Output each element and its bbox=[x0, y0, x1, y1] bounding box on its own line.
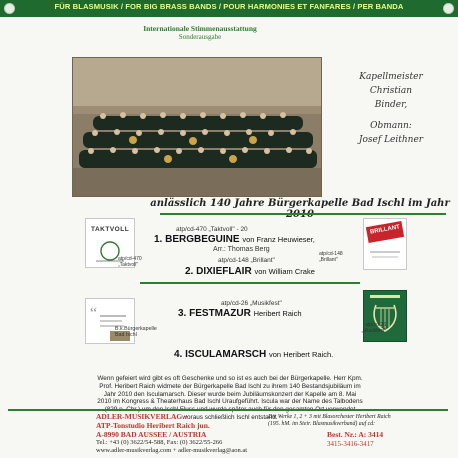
cover-brillant bbox=[363, 218, 407, 270]
cover-taktvoll-caption-1: atp/cd-470 bbox=[118, 256, 142, 262]
track-2-number: 2. bbox=[185, 266, 194, 277]
publisher-studio: ATP-Tonstudio Heribert Raich jun. bbox=[96, 421, 210, 430]
publisher-address: A-8990 BAD AUSSEE / AUSTRIA bbox=[96, 430, 207, 439]
chairman-title: Obmann: bbox=[370, 121, 412, 131]
track-1-catalog: atp/cd-470 „Taktvoll" - 20 bbox=[176, 226, 248, 233]
track-3-catalog: atp/cd-26 „Musikfest" bbox=[221, 300, 282, 307]
track-2-composer: von William Crake bbox=[254, 267, 315, 276]
band-photo-graphic bbox=[73, 58, 322, 197]
cover-bk-caption-1: B.k.Bürgerkapelle bbox=[115, 326, 157, 332]
track-3-number: 3. bbox=[178, 308, 187, 319]
cover-musikfest-caption-1: atp/cd-26 bbox=[365, 322, 386, 328]
conductor-first-name: Christian bbox=[369, 86, 413, 96]
track-3-name: FESTMAZUR bbox=[189, 308, 251, 319]
track-4-description: Wenn gefeiert wird gibt es oft Geschenke und so ist es auch bei der Bürgerkapelle. Herr Kpm. Prof. Heribert Raich widmete der Bürgerkapelle Bad Ischl zu ihrem 140 Bestandsjubiläum im Jahr 2010 den Isculamarsch. Dieser wurde beim Jubiläumskonzert der Kapelle am 8. Mai 2010 im Kongress & Theaterhaus Bad Ischl Uraufgeführt. Iscula war der Name des Talbodens woraus schließlich Ischl entstand. bbox=[97, 375, 363, 421]
track-1-arranger: Arr.: Thomas Berg bbox=[213, 246, 270, 253]
cover-bk: “ bbox=[85, 298, 135, 344]
conductor-last-name: Binder, bbox=[374, 100, 408, 110]
track-2-name: DIXIEFLAIR bbox=[196, 266, 252, 277]
order-codes: 3415-3416-3417 bbox=[327, 440, 374, 448]
track-2-catalog: atp/cd-148 „Brillant" bbox=[218, 257, 275, 264]
track-3-title bbox=[178, 308, 302, 319]
publisher-phone: Tel.: +43 (0) 3622/54-588, Fax: (0) 3622/55-266 bbox=[96, 439, 223, 446]
banner-text: FÜR BLASMUSIK / FOR BIG BRASS BANDS / POUR HARMONIES ET FANFARES / PER BANDA bbox=[54, 2, 404, 11]
cover-brillant-title: BRILLANT bbox=[369, 224, 401, 236]
cover-musikfest-caption-2: „Musikfest" bbox=[361, 328, 386, 334]
chairman-name: Josef Leithner bbox=[358, 135, 424, 145]
publisher-name: ADLER-MUSIKVERLAG + bbox=[96, 412, 189, 421]
cover-musikfest-caption bbox=[342, 322, 386, 334]
edition-subtitle: Sonderausgabe bbox=[178, 33, 222, 41]
cover-bk-caption-2: Bad Ischl bbox=[115, 332, 137, 338]
track-2-title bbox=[185, 266, 315, 277]
conductor-title: Kapellmeister bbox=[359, 72, 423, 82]
track-3-composer: Heribert Raich bbox=[253, 309, 302, 318]
cover-taktvoll-caption-2: „Taktvoll" bbox=[118, 262, 139, 268]
track-1-title bbox=[154, 234, 315, 245]
anniversary-rule bbox=[160, 213, 446, 215]
cover-brillant-caption-2: „Brillant" bbox=[319, 257, 338, 263]
cover-brillant-caption-1: atp/cd-148 bbox=[319, 251, 343, 257]
track-4-composer: von Heribert Raich. bbox=[269, 350, 334, 359]
track-4-number: 4. bbox=[174, 349, 183, 360]
cover-taktvoll-caption bbox=[118, 256, 158, 268]
recording-note-1: Die Werke 1, 2 + 3 mit Blasorchester Heribert Raich bbox=[268, 414, 391, 420]
recording-note-2: (195. hM. im Steir. Blasmusikverband) auf cd: bbox=[268, 421, 376, 427]
track-1-composer: von Franz Heuwieser, bbox=[242, 235, 315, 244]
band-photo bbox=[72, 57, 322, 197]
cover-musikfest bbox=[363, 290, 407, 342]
cover-brillant-caption bbox=[319, 251, 363, 263]
anniversary-title: anlässlich 140 Jahre Bürgerkapelle Bad Ischl im Jahr bbox=[150, 198, 450, 209]
section-rule bbox=[140, 282, 360, 284]
publisher-web: www.adler-musikverlag.com + adler-musikverlag@aon.at bbox=[96, 447, 248, 454]
track-4-title bbox=[174, 349, 333, 360]
track-1-number: 1. bbox=[154, 234, 163, 245]
cover-taktvoll-title: TAKTVOLL bbox=[91, 226, 130, 233]
edition-title: Internationale Stimmenausstattung bbox=[143, 24, 257, 33]
footer-rule bbox=[8, 409, 448, 411]
order-number: Best. Nr.: A: 3414 bbox=[327, 430, 384, 439]
cover-bk-caption bbox=[115, 326, 165, 338]
track-4-name: ISCULAMARSCH bbox=[185, 349, 267, 360]
track-1-name: BERGBEGUINE bbox=[165, 234, 240, 245]
